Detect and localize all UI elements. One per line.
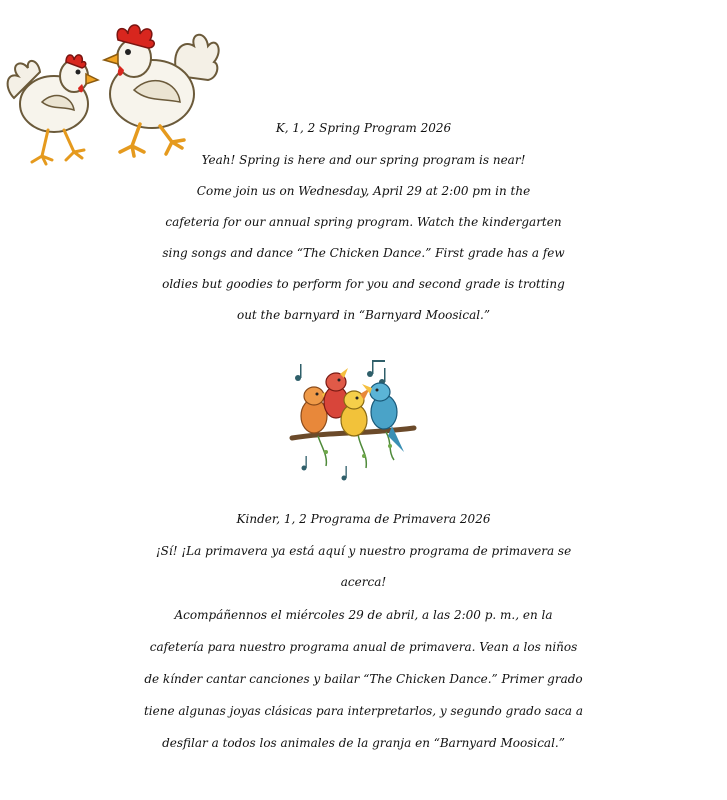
spanish-title: Kinder, 1, 2 Programa de Primavera 2026 xyxy=(236,512,491,526)
english-line-5: oldies but goodies to perform for you and second grade is trotting xyxy=(162,277,565,291)
english-line-4: sing songs and dance “The Chicken Dance.” First grade has a few xyxy=(162,246,565,260)
spanish-line-4: cafetería para nuestro programa anual de primavera. Vean a los niños xyxy=(149,640,578,654)
spanish-line-3: Acompáñennos el miércoles 29 de abril, a las 2:00 p. m., en la xyxy=(174,608,553,622)
english-line-1: Yeah! Spring is here and our spring program is near! xyxy=(201,153,526,167)
english-line-6: out the barnyard in “Barnyard Moosical.” xyxy=(236,308,491,322)
spanish-line-6: tiene algunas joyas clásicas para interpretarlos, y segundo grado saca a xyxy=(143,704,584,718)
spanish-line-1: ¡Sí! ¡La primavera ya está aquí y nuestro programa de primavera se xyxy=(155,544,572,558)
spanish-line-5: de kínder cantar canciones y bailar “The Chicken Dance.” Primer grado xyxy=(144,672,583,686)
english-title: K, 1, 2 Spring Program 2026 xyxy=(275,121,452,135)
spanish-line-7: desfilar a todos los animales de la granja en “Barnyard Moosical.” xyxy=(162,736,565,750)
singing-birds-on-branch-icon xyxy=(288,356,418,486)
english-line-2: Come join us on Wednesday, April 29 at 2:00 pm in the xyxy=(196,184,531,198)
english-line-3: cafeteria for our annual spring program. Watch the kindergarten xyxy=(165,215,562,229)
spanish-line-2: acerca! xyxy=(340,575,387,589)
